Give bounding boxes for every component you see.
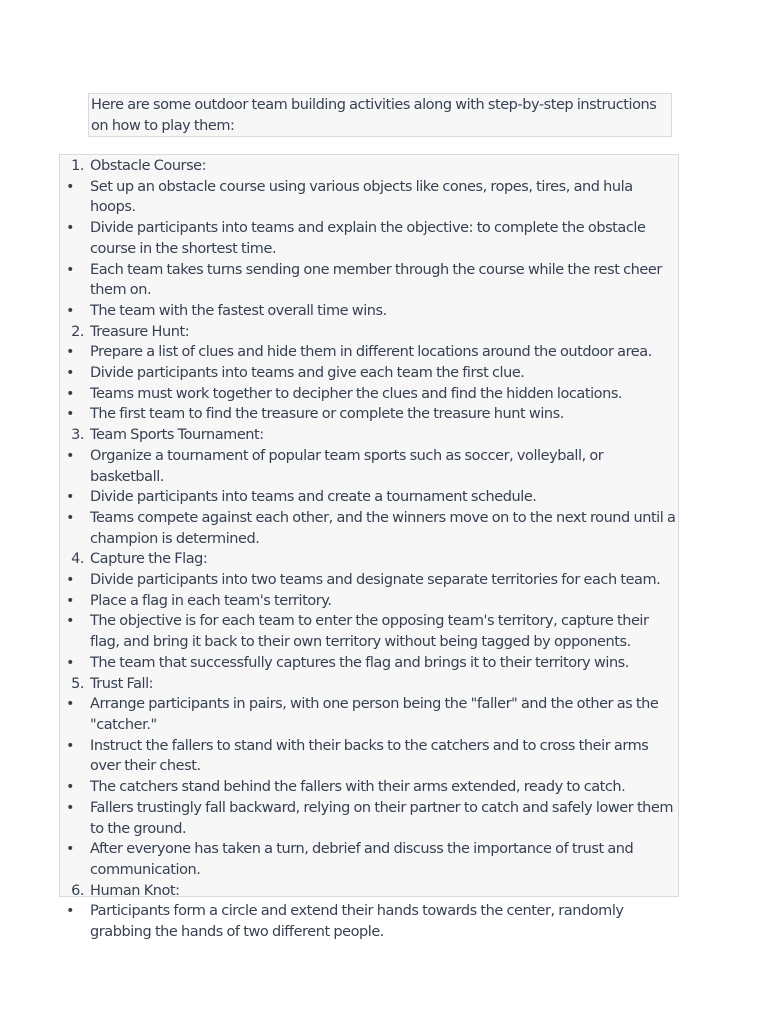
numbered-heading bbox=[60, 549, 678, 570]
list-item-text: Arrange participants in pairs, with one person being the "faller" and the other as the "catcher." bbox=[90, 696, 659, 733]
list-item-text: Teams must work together to decipher the clues and find the hidden locations. bbox=[90, 385, 623, 402]
bullet-icon: • bbox=[66, 509, 74, 526]
list-item-text: The objective is for each team to enter the opposing team's territory, capture their flag, and bring it back to their own territory without being tagged by opponents. bbox=[90, 613, 649, 651]
bullet-icon: • bbox=[66, 799, 74, 816]
bullet-item bbox=[60, 177, 678, 218]
bullet-icon: • bbox=[66, 779, 74, 796]
bullet-icon: • bbox=[66, 696, 74, 713]
numbered-heading bbox=[60, 425, 678, 446]
bullet-item bbox=[60, 301, 678, 322]
list-item-text: Set up an obstacle course using various objects like cones, ropes, tires, and hula hoops. bbox=[90, 178, 633, 216]
list-item-text: The first team to find the treasure or complete the treasure hunt wins. bbox=[90, 406, 564, 423]
list-item-text: Treasure Hunt: bbox=[90, 323, 190, 340]
bullet-icon: • bbox=[66, 572, 74, 589]
numbered-heading bbox=[60, 881, 678, 902]
list-item-text: Capture the Flag: bbox=[90, 551, 208, 568]
list-item-text: Divide participants into teams and explain the objective: to complete the obstacle course in the shortest time. bbox=[90, 220, 646, 257]
list-item-text: Prepare a list of clues and hide them in different locations around the outdoor area. bbox=[90, 344, 652, 361]
bullet-item bbox=[60, 404, 678, 425]
list-item-text: Divide participants into teams and create a tournament schedule. bbox=[90, 489, 537, 506]
list-item-text: After everyone has taken a turn, debrief and discuss the importance of trust and communication. bbox=[90, 841, 634, 878]
bullet-icon: • bbox=[66, 178, 74, 195]
bullet-item bbox=[60, 487, 678, 508]
list-number: 5. bbox=[71, 675, 84, 692]
numbered-heading bbox=[60, 322, 678, 343]
bullet-item bbox=[60, 570, 678, 591]
list-item-text: Obstacle Course: bbox=[90, 158, 207, 174]
numbered-heading bbox=[60, 156, 678, 177]
list-item-text: Place a flag in each team's territory. bbox=[90, 592, 332, 609]
list-number: 2. bbox=[71, 323, 84, 340]
bullet-icon: • bbox=[66, 261, 74, 278]
list-number: 3. bbox=[71, 427, 84, 444]
bullet-item bbox=[60, 901, 678, 942]
bullet-item bbox=[60, 798, 678, 839]
list-item-text: Team Sports Tournament: bbox=[90, 427, 264, 444]
bullet-item bbox=[60, 508, 678, 549]
list-item-text: Teams compete against each other, and the winners move on to the next round until a champion is determined. bbox=[90, 509, 676, 547]
bullet-item bbox=[60, 591, 678, 612]
bullet-item bbox=[60, 653, 678, 674]
bullet-icon: • bbox=[66, 613, 74, 630]
bullet-icon: • bbox=[66, 592, 74, 609]
bullet-item bbox=[60, 736, 678, 777]
bullet-icon: • bbox=[66, 903, 74, 920]
intro-paragraph bbox=[88, 93, 672, 137]
list-item-text: Instruct the fallers to stand with their backs to the catchers and to cross their arms over their chest. bbox=[90, 737, 649, 775]
bullet-icon: • bbox=[66, 447, 74, 464]
list-item-text: Participants form a circle and extend their hands towards the center, randomly grabbing the hands of two different people. bbox=[90, 903, 624, 941]
bullet-icon: • bbox=[66, 220, 74, 237]
bullet-item bbox=[60, 218, 678, 259]
bullet-item bbox=[60, 363, 678, 384]
list-item-text: The team with the fastest overall time wins. bbox=[90, 302, 387, 319]
bullet-item bbox=[60, 694, 678, 735]
list-item-text: The catchers stand behind the fallers with their arms extended, ready to catch. bbox=[90, 779, 626, 796]
bullet-icon: • bbox=[66, 344, 74, 361]
bullet-item bbox=[60, 342, 678, 363]
bullet-icon: • bbox=[66, 841, 74, 858]
list-item-text: Each team takes turns sending one member through the course while the rest cheer them on. bbox=[90, 261, 662, 299]
bullet-icon: • bbox=[66, 737, 74, 754]
bullet-item bbox=[60, 839, 678, 880]
bullet-item bbox=[60, 446, 678, 487]
list-item-text: Human Knot: bbox=[90, 882, 180, 899]
list-number: 6. bbox=[71, 882, 84, 899]
bullet-icon: • bbox=[66, 489, 74, 506]
bullet-item bbox=[60, 777, 678, 798]
list-number: 4. bbox=[71, 551, 84, 568]
bullet-icon: • bbox=[66, 654, 74, 671]
bullet-item bbox=[60, 611, 678, 652]
intro-text: Here are some outdoor team building activities along with step-by-step instructions on how to play them: bbox=[91, 97, 657, 134]
list-item-text: Divide participants into two teams and designate separate territories for each team. bbox=[90, 572, 661, 589]
bullet-icon: • bbox=[66, 385, 74, 402]
bullet-item bbox=[60, 384, 678, 405]
bullet-icon: • bbox=[66, 302, 74, 319]
list-item-text: The team that successfully captures the flag and brings it to their territory wins. bbox=[90, 654, 629, 671]
numbered-heading bbox=[60, 674, 678, 695]
list-number: 1. bbox=[71, 158, 84, 174]
activities-list bbox=[59, 154, 679, 941]
bullet-icon: • bbox=[66, 365, 74, 382]
list-item-text: Fallers trustingly fall backward, relying on their partner to catch and safely lower them to the ground. bbox=[90, 799, 674, 837]
bullet-icon: • bbox=[66, 406, 74, 423]
bullet-item bbox=[60, 260, 678, 301]
list-item-text: Divide participants into teams and give each team the first clue. bbox=[90, 365, 525, 382]
list-item-text: Organize a tournament of popular team sports such as soccer, volleyball, or basketball. bbox=[90, 447, 604, 485]
list-item-text: Trust Fall: bbox=[90, 675, 154, 692]
